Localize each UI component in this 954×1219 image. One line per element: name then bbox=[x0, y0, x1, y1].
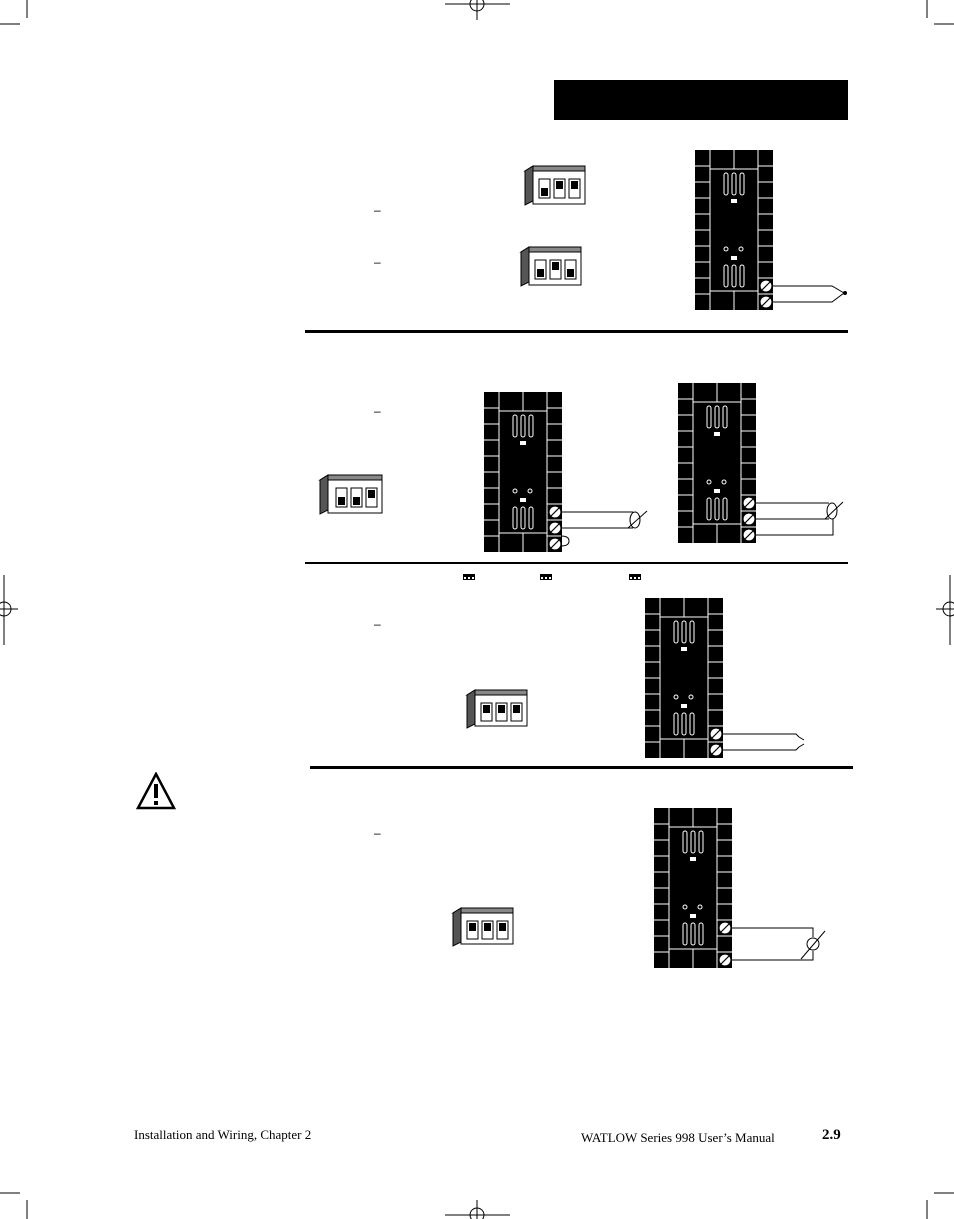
section-divider bbox=[310, 766, 853, 769]
dip-switch-icon bbox=[629, 574, 641, 580]
dip-switch-icon bbox=[519, 246, 583, 288]
dip-switch-icon bbox=[523, 165, 587, 207]
dip-switch-icon bbox=[463, 574, 475, 580]
terminal-strip-icon bbox=[483, 391, 653, 555]
section-divider bbox=[305, 562, 848, 564]
warning-triangle-icon bbox=[136, 772, 176, 810]
dip-switch-icon bbox=[540, 574, 552, 580]
section-header-bar bbox=[554, 80, 848, 120]
dip-switch-icon bbox=[465, 689, 529, 729]
footer-manual-title: WATLOW Series 998 User’s Manual bbox=[581, 1130, 775, 1145]
section-divider bbox=[305, 330, 848, 333]
dip-switch-icon bbox=[451, 907, 515, 947]
footer-chapter: Installation and Wiring, Chapter 2 bbox=[134, 1127, 312, 1142]
list-dash: – bbox=[374, 255, 381, 269]
list-dash: – bbox=[374, 826, 381, 840]
terminal-strip-icon bbox=[653, 807, 828, 971]
terminal-strip-icon bbox=[694, 149, 854, 313]
terminal-strip-icon bbox=[644, 597, 814, 761]
list-dash: – bbox=[374, 617, 381, 631]
page-number: 2.9 bbox=[822, 1127, 841, 1143]
list-dash: – bbox=[374, 203, 381, 217]
list-dash: – bbox=[374, 404, 381, 418]
dip-switch-icon bbox=[318, 474, 384, 516]
terminal-strip-icon bbox=[677, 382, 847, 546]
